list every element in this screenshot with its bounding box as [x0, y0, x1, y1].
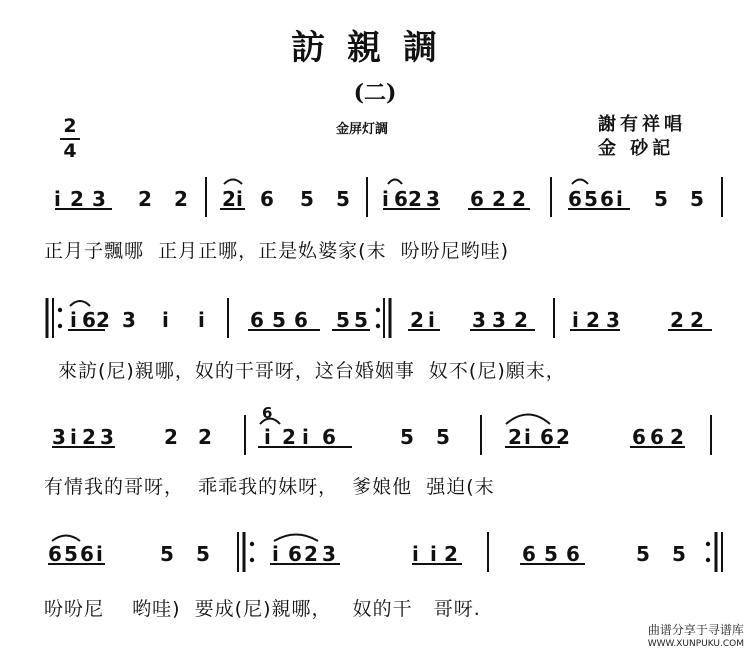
svg-text:i: i: [96, 542, 103, 566]
svg-text:2: 2: [408, 187, 422, 211]
svg-text:6: 6: [394, 187, 408, 211]
svg-text:6: 6: [260, 187, 274, 211]
svg-text:2: 2: [70, 187, 84, 211]
svg-text:i: i: [198, 308, 205, 332]
svg-text:5: 5: [196, 542, 210, 566]
svg-text:i: i: [412, 542, 419, 566]
singer-credit: 謝有祥唱: [598, 114, 686, 135]
svg-text:3: 3: [472, 308, 486, 332]
time-signature-top: 2: [63, 115, 77, 137]
svg-text:6: 6: [566, 542, 580, 566]
svg-text:5: 5: [400, 425, 414, 449]
svg-text:5: 5: [672, 542, 686, 566]
recorder-credit: 金 砂記: [598, 138, 675, 159]
lyric-line-2: 來訪(尼)親哪，奴的干哥呀，这台婚姻事 奴不(尼)願末，: [58, 360, 566, 382]
svg-text:2: 2: [670, 308, 684, 332]
svg-text:2: 2: [670, 425, 684, 449]
svg-text:6: 6: [48, 542, 62, 566]
svg-text:6: 6: [294, 308, 308, 332]
svg-text:6: 6: [82, 308, 96, 332]
svg-text:3: 3: [92, 187, 106, 211]
watermark: [648, 623, 744, 651]
svg-text:2: 2: [556, 425, 570, 449]
svg-text:5: 5: [544, 542, 558, 566]
svg-text:2: 2: [96, 308, 110, 332]
svg-text:5: 5: [436, 425, 450, 449]
svg-text:6: 6: [600, 187, 614, 211]
svg-text:2: 2: [514, 308, 528, 332]
lyric-line-3: 有情我的哥呀， 乖乖我的妹呀， 爹娘他 强迫(末: [44, 476, 495, 498]
svg-text:2: 2: [410, 308, 424, 332]
svg-text:6: 6: [288, 542, 302, 566]
lyric-line-4: 吩吩尼 哟哇) 要成(尼)親哪， 奴的干 哥呀.: [44, 598, 481, 620]
svg-text:i: i: [382, 187, 389, 211]
svg-text:3: 3: [52, 425, 66, 449]
svg-text:2: 2: [444, 542, 458, 566]
svg-text:3: 3: [606, 308, 620, 332]
svg-text:3: 3: [426, 187, 440, 211]
svg-text:6: 6: [470, 187, 484, 211]
svg-text:3: 3: [100, 425, 114, 449]
watermark-url: WWW.XUNPUKU.COM: [647, 639, 744, 649]
svg-text:i: i: [302, 425, 309, 449]
svg-text:i: i: [54, 187, 61, 211]
svg-text:2: 2: [198, 425, 212, 449]
svg-text:i: i: [524, 425, 531, 449]
svg-text:2: 2: [174, 187, 188, 211]
svg-text:2: 2: [222, 187, 236, 211]
svg-text:5: 5: [690, 187, 704, 211]
svg-text:i: i: [162, 308, 169, 332]
genre-label: 金屏灯調: [336, 122, 389, 137]
svg-text:2: 2: [164, 425, 178, 449]
svg-text:i: i: [70, 425, 77, 449]
svg-text:3: 3: [322, 542, 336, 566]
svg-text:i: i: [572, 308, 579, 332]
svg-text:5: 5: [584, 187, 598, 211]
svg-text:i: i: [430, 542, 437, 566]
svg-text:5: 5: [300, 187, 314, 211]
svg-text:3: 3: [122, 308, 136, 332]
time-signature-bottom: 4: [63, 140, 77, 162]
lyric-line-1: 正月子飄哪 正月正哪，正是𡚸婆家(末 吩吩尼哟哇): [44, 240, 509, 262]
svg-text:2: 2: [586, 308, 600, 332]
song-title: 訪親調: [291, 28, 459, 68]
svg-text:5: 5: [336, 308, 350, 332]
svg-text:6: 6: [80, 542, 94, 566]
svg-text:i: i: [616, 187, 623, 211]
svg-text:6: 6: [540, 425, 554, 449]
svg-text:5: 5: [272, 308, 286, 332]
svg-text:6: 6: [522, 542, 536, 566]
svg-text:3: 3: [492, 308, 506, 332]
svg-text:2: 2: [138, 187, 152, 211]
svg-text:i: i: [70, 308, 77, 332]
svg-text:2: 2: [508, 425, 522, 449]
svg-text:5: 5: [636, 542, 650, 566]
svg-text:6: 6: [632, 425, 646, 449]
svg-text:i: i: [272, 542, 279, 566]
svg-text:2: 2: [82, 425, 96, 449]
svg-text:5: 5: [336, 187, 350, 211]
svg-text:6: 6: [262, 404, 273, 422]
svg-text:6: 6: [322, 425, 336, 449]
svg-text:5: 5: [64, 542, 78, 566]
svg-text:i: i: [264, 425, 271, 449]
svg-text:2: 2: [492, 187, 506, 211]
svg-text:6: 6: [250, 308, 264, 332]
svg-text:2: 2: [512, 187, 526, 211]
svg-text:6: 6: [650, 425, 664, 449]
svg-text:i: i: [428, 308, 435, 332]
svg-text:2: 2: [690, 308, 704, 332]
svg-text:5: 5: [654, 187, 668, 211]
song-subtitle: (二): [353, 80, 397, 106]
svg-text:5: 5: [160, 542, 174, 566]
svg-text:5: 5: [354, 308, 368, 332]
watermark-text: 曲谱分享于寻谱库: [647, 623, 744, 637]
svg-text:2: 2: [282, 425, 296, 449]
svg-text:i: i: [236, 187, 243, 211]
svg-text:6: 6: [568, 187, 582, 211]
svg-text:2: 2: [304, 542, 318, 566]
